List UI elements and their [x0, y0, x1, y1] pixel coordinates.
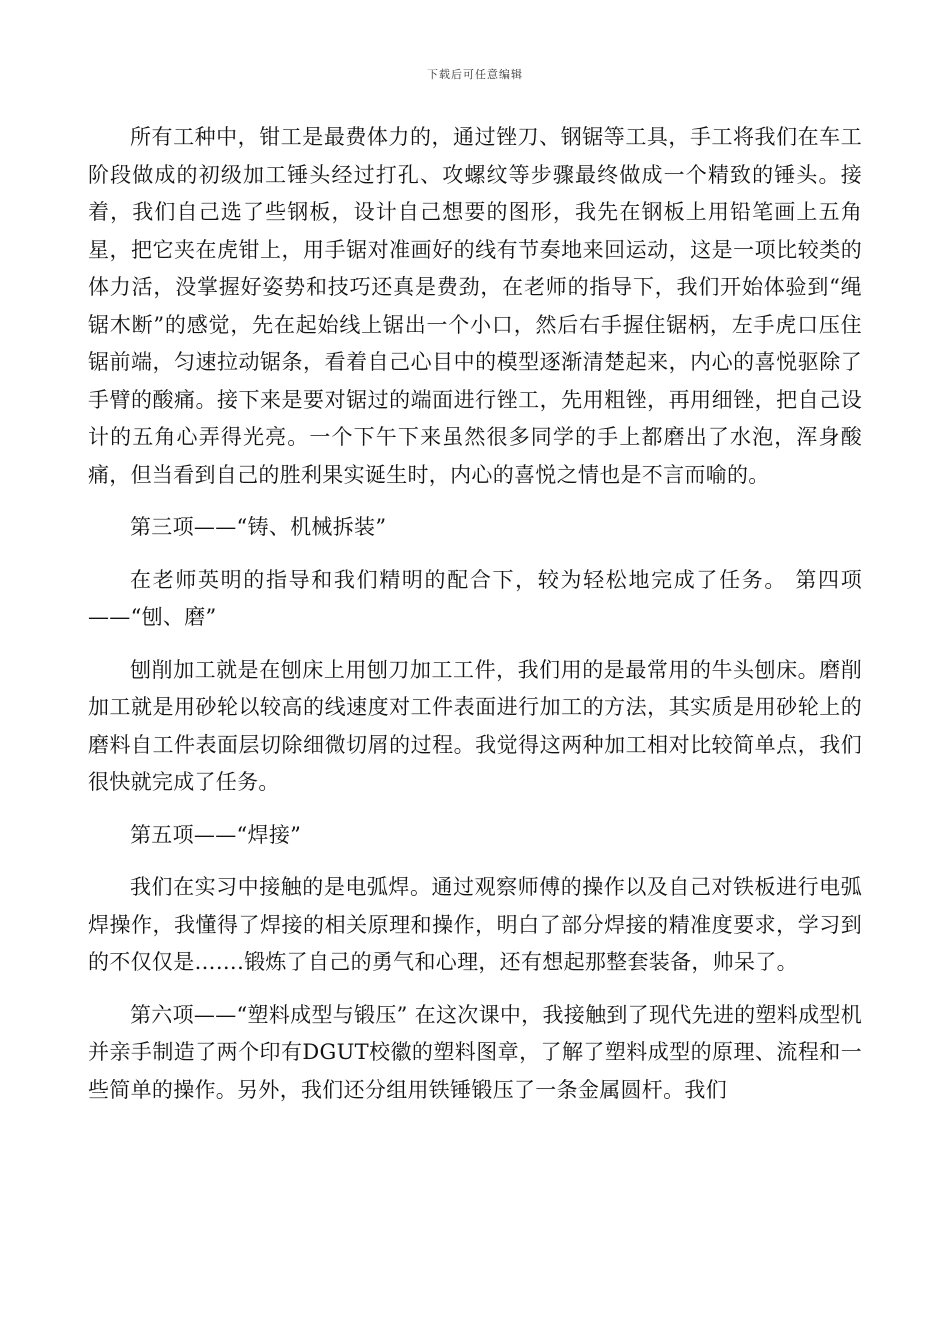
paragraph-welding: 我们在实习中接触的是电弧焊。通过观察师傅的操作以及自己对铁板进行电弧焊操作，我懂得了焊接的相关原理和操作，明白了部分焊接的精准度要求，学习到的不仅仅是…….锻炼了自己的勇气和心理，还有想起那整套装备，帅呆了。: [88, 875, 862, 974]
paragraph-bench-work: 所有工种中，钳工是最费体力的，通过锉刀、钢锯等工具，手工将我们在车工阶段做成的初级加工锤头经过打孔、攻螺纹等步骤最终做成一个精致的锤头。接着，我们自己选了些钢板，设计自己想要的图形，我先在钢板上用铅笔画上五角星，把它夹在虎钳上，用手锯对准画好的线有节奏地来回运动，这是一项比较类的体力活，没掌握好姿势和技巧还真是费劲，在老师的指导下，我们开始体验到“绳锯木断”的感觉，先在起始线上锯出一个小口，然后右手握住锯柄，左手虎口压住锯前端，匀速拉动锯条，看着自己心目中的模型逐渐清楚起来，内心的喜悦驱除了手臂的酸痛。接下来是要对锯过的端面进行锉工，先用粗锉，再用细锉，把自己设计的五角心弄得光亮。一个下午下来虽然很多同学的手上都磨出了水泡，浑身酸痛，但当看到自己的胜利果实诞生时，内心的喜悦之情也是不言而喻的。: [88, 125, 862, 487]
paragraph-planing-grinding: 刨削加工就是在刨床上用刨刀加工工件，我们用的是最常用的牛头刨床。磨削加工就是用砂轮以较高的线速度对工件表面进行加工的方法，其实质是用砂轮上的磨料自工件表面层切除细微切屑的过程。我觉得这两种加工相对比较简单点，我们很快就完成了任务。: [88, 657, 862, 794]
page-header-note: 下载后可任意编辑: [427, 68, 523, 81]
section-heading-welding: 第五项——“焊接”: [130, 822, 302, 847]
document-body: [88, 119, 862, 1124]
paragraph-casting: 在老师英明的指导和我们精明的配合下，较为轻松地完成了任务。 第四项——“刨、磨”: [88, 567, 862, 629]
section-heading-casting: 第三项——“铸、机械拆装”: [130, 515, 387, 539]
paragraph-plastic-forging: 第六项——“塑料成型与锻压” 在这次课中，我接触到了现代先进的塑料成型机并亲手制造了两个印有DGUT校徽的塑料图章，了解了塑料成型的原理、流程和一些简单的操作。另外，我们还分组用铁锤锻压了一条金属圆杆。我们: [88, 1002, 862, 1102]
